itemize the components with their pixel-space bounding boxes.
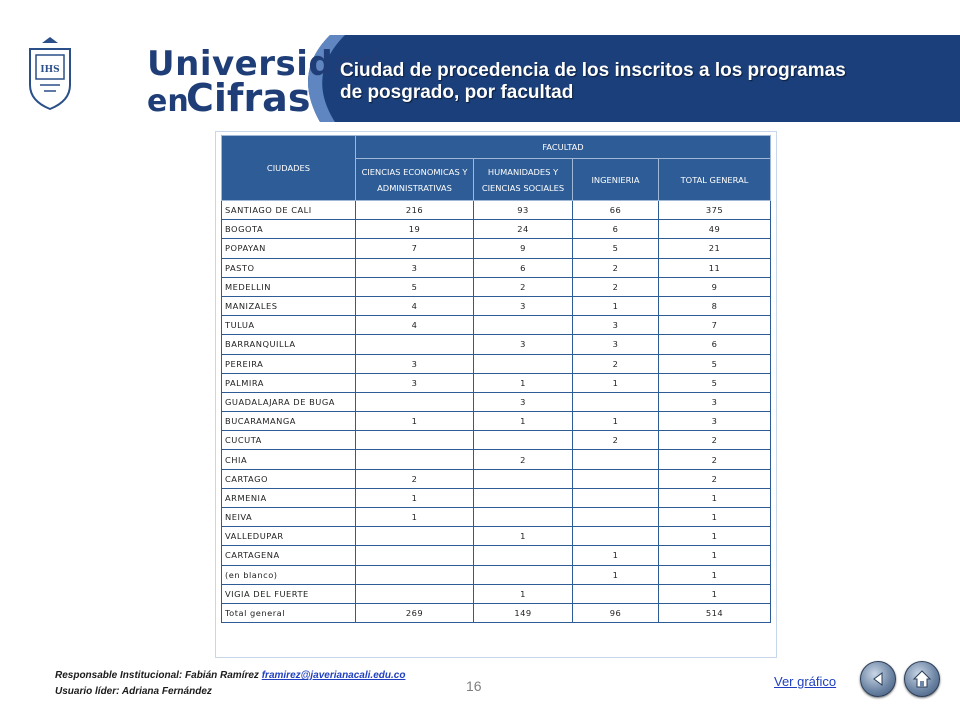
cell-value: 9 [474,239,573,258]
cell-value: 4 [356,296,474,315]
table-row [222,258,771,277]
cell-value [474,431,573,450]
cell-city: VIGIA DEL FUERTE [222,584,356,603]
cell-city: POPAYAN [222,239,356,258]
cell-city: PASTO [222,258,356,277]
cell-value [356,450,474,469]
ver-grafico-link[interactable]: Ver gráfico [774,674,837,689]
cell-value [356,546,474,565]
cell-city: CARTAGENA [222,546,356,565]
cell-value [356,584,474,603]
footer-usuario-lider: Usuario líder: Adriana Fernández [55,686,212,697]
table-row [222,546,771,565]
cell-value: 7 [356,239,474,258]
cell-city: TULUA [222,316,356,335]
table-row [222,316,771,335]
header-col-total: TOTAL GENERAL [659,159,771,201]
cell-value: 4 [356,316,474,335]
title-line-1: Ciudad de procedencia de los inscritos a los programas [340,60,846,81]
table-row [222,584,771,603]
university-logo [0,35,100,122]
cell-city: CUCUTA [222,431,356,450]
cell-value: 5 [659,354,771,373]
cell-value: 2 [356,469,474,488]
page-title [340,60,920,104]
cell-city: (en blanco) [222,565,356,584]
cell-city: MEDELLIN [222,277,356,296]
cell-value: 1 [474,584,573,603]
cell-value: 514 [659,603,771,622]
cell-value: 3 [356,258,474,277]
table-row [222,565,771,584]
table-row [222,277,771,296]
cell-value: 5 [573,239,659,258]
cell-value: 1 [659,546,771,565]
javeriana-shield-icon [0,35,100,122]
cell-city: PEREIRA [222,354,356,373]
cell-city: PALMIRA [222,373,356,392]
table-row [222,354,771,373]
cell-value: 1 [659,488,771,507]
cell-city: NEIVA [222,508,356,527]
back-arrow-icon [868,669,888,689]
cell-value: 2 [659,450,771,469]
cell-value: 8 [659,296,771,315]
cell-value: 49 [659,220,771,239]
cell-value: 19 [356,220,474,239]
brand-cifras: Cifras [186,76,311,120]
cell-value: 66 [573,201,659,220]
title-line-2: de posgrado, por facultad [340,82,574,103]
header-faculty: FACULTAD [356,136,771,159]
cell-value: 1 [356,488,474,507]
footer-responsable [55,670,405,681]
cell-value [474,546,573,565]
cell-city: VALLEDUPAR [222,527,356,546]
table-row [222,373,771,392]
cell-value: 1 [659,565,771,584]
cell-value: 3 [474,335,573,354]
cell-value: 3 [573,316,659,335]
cell-value: 11 [659,258,771,277]
table-row [222,335,771,354]
cell-value: 1 [573,546,659,565]
table-row [222,488,771,507]
cell-value: 1 [573,373,659,392]
cell-value [474,488,573,507]
cell-value: 9 [659,277,771,296]
cell-value: 1 [659,527,771,546]
table-row [222,201,771,220]
table-row [222,431,771,450]
cell-city: MANIZALES [222,296,356,315]
data-table-frame [215,131,777,658]
table-body [222,201,771,623]
cell-value: 6 [474,258,573,277]
cell-value [356,565,474,584]
cell-value: 2 [573,431,659,450]
cell-value [573,584,659,603]
cell-value: 1 [573,296,659,315]
cell-value [474,316,573,335]
cell-value [573,469,659,488]
cell-value: 1 [474,373,573,392]
cell-value [356,392,474,411]
cell-value: 1 [474,412,573,431]
cell-value: 21 [659,239,771,258]
cell-city: GUADALAJARA DE BUGA [222,392,356,411]
cell-value [573,488,659,507]
brand-en: en [147,84,189,119]
cell-value: 3 [356,354,474,373]
cell-value: 7 [659,316,771,335]
cell-value [573,392,659,411]
cell-value: 2 [474,277,573,296]
table-row [222,603,771,622]
cell-value: 3 [474,296,573,315]
table-row [222,508,771,527]
cell-value: 93 [474,201,573,220]
cell-value [356,431,474,450]
cell-city: SANTIAGO DE CALI [222,201,356,220]
cell-value: 3 [356,373,474,392]
cell-value: 5 [356,277,474,296]
cell-value [573,527,659,546]
cell-value: 1 [474,527,573,546]
table-row [222,527,771,546]
cell-value: 6 [573,220,659,239]
home-button[interactable] [904,661,940,697]
table-row [222,220,771,239]
header-col-humanidades: HUMANIDADES Y CIENCIAS SOCIALES [474,159,573,201]
cell-value: 2 [573,277,659,296]
cell-city: BUCARAMANGA [222,412,356,431]
cell-value: 5 [659,373,771,392]
cell-city: CARTAGO [222,469,356,488]
cell-value [573,450,659,469]
header-col-ingenieria: INGENIERIA [573,159,659,201]
cell-value: 1 [573,565,659,584]
cell-value: 1 [573,412,659,431]
page-number: 16 [466,678,482,694]
table-row [222,469,771,488]
cell-value: 2 [573,354,659,373]
table-row [222,412,771,431]
cell-value: 3 [573,335,659,354]
back-button[interactable] [860,661,896,697]
cell-city: BARRANQUILLA [222,335,356,354]
table-row [222,450,771,469]
cell-value: 3 [474,392,573,411]
header-cities: CIUDADES [222,136,356,201]
cell-value: 1 [659,508,771,527]
cell-value: 2 [659,431,771,450]
responsable-label: Responsable Institucional: Fabián Ramírez [55,670,259,681]
cell-city: Total general [222,603,356,622]
home-icon [912,669,932,689]
cell-value [573,508,659,527]
cell-value [474,508,573,527]
brand-universidad: Universidad [147,44,382,84]
cell-value [474,469,573,488]
cell-city: BOGOTA [222,220,356,239]
cell-city: ARMENIA [222,488,356,507]
table-row [222,296,771,315]
cell-value [356,335,474,354]
cell-value: 2 [573,258,659,277]
cell-value: 3 [659,412,771,431]
cell-value [356,527,474,546]
cell-value [474,565,573,584]
cell-value: 96 [573,603,659,622]
cell-value: 216 [356,201,474,220]
cell-value: 375 [659,201,771,220]
cell-value: 2 [659,469,771,488]
cell-value [474,354,573,373]
cell-value: 149 [474,603,573,622]
cell-value: 2 [474,450,573,469]
cell-value: 269 [356,603,474,622]
cell-value: 1 [356,412,474,431]
cell-city: CHIA [222,450,356,469]
table-row [222,392,771,411]
email-link[interactable]: framirez@javerianacali.edu.co [261,670,406,681]
cell-value: 6 [659,335,771,354]
cities-by-faculty-table [221,135,771,623]
cell-value: 1 [356,508,474,527]
table-row [222,239,771,258]
cell-value: 3 [659,392,771,411]
cell-value: 24 [474,220,573,239]
svg-text:IHS: IHS [40,65,60,75]
cell-value: 1 [659,584,771,603]
header-col-economicas: CIENCIAS ECONOMICAS Y ADMINISTRATIVAS [356,159,474,201]
